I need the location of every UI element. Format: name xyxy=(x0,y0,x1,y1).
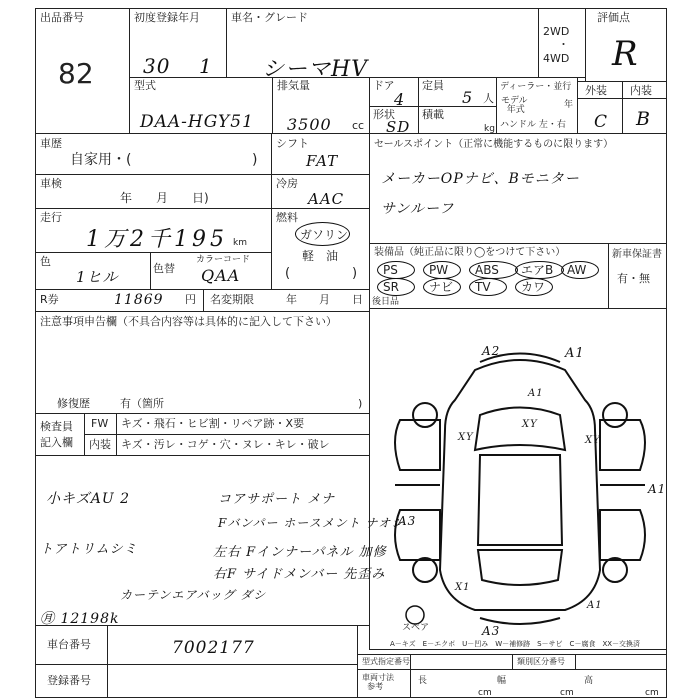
wheel-lf xyxy=(413,403,437,427)
hgt-label: 高 xyxy=(584,676,594,686)
recycle-value: 11869 xyxy=(114,292,164,308)
mark-a1-rear: A1 xyxy=(587,600,603,611)
memo-4: トアトリムシミ xyxy=(40,542,138,557)
fw-label: FW xyxy=(91,417,109,430)
ext-value: C xyxy=(594,112,609,132)
mileage-label: 走行 xyxy=(40,211,62,224)
shaken-value: 年 月 日) xyxy=(120,191,209,205)
model-value: DAA-HGY51 xyxy=(140,112,254,132)
color-label: 色 xyxy=(40,255,51,268)
lot-number: 82 xyxy=(58,57,94,90)
equip-item-2-circle-2 xyxy=(469,278,507,296)
shift-value: FAT xyxy=(306,152,339,170)
car-body-outline xyxy=(440,360,600,610)
color-value: 1ヒル xyxy=(76,268,119,286)
wheel-rf xyxy=(603,403,627,427)
wid-label: 幅 xyxy=(497,676,507,686)
memo-8: ㊊ 12198k xyxy=(40,611,120,627)
roof xyxy=(478,455,562,545)
insp-label-1: 検査員 xyxy=(40,420,73,433)
equip-item-1: PW xyxy=(429,263,449,277)
cc-unit: cc xyxy=(352,119,365,132)
drive-dot: ・ xyxy=(558,38,569,51)
door-label: ドア xyxy=(373,79,395,92)
warranty-value: 有・無 xyxy=(617,272,650,285)
repair-close: ) xyxy=(358,397,363,410)
load-unit: kg xyxy=(484,124,495,134)
mark-a2: A2 xyxy=(482,344,501,358)
memo-5: 左右 Fインナーパネル 加修 xyxy=(213,545,387,560)
fuel-diesel: 軽 油 xyxy=(302,249,339,263)
cc-value: 3500 xyxy=(287,115,332,134)
type-no-label: 型式指定番号 xyxy=(362,657,410,666)
len-unit: cm xyxy=(478,688,492,698)
grade-label: 評価点 xyxy=(597,11,630,24)
memo-1: 小キズAU 2 xyxy=(46,491,130,507)
equip-item-2: ABS xyxy=(475,263,499,277)
notes-label: 注意事項申告欄（不具合内容等は具体的に記入して下さい） xyxy=(40,315,337,328)
mark-x1: X1 xyxy=(455,582,471,593)
ac-value: AAC xyxy=(308,190,345,208)
insp-line-2 xyxy=(35,455,370,456)
windshield xyxy=(475,408,565,451)
cap-unit: 人 xyxy=(483,92,494,105)
reg-year: 30 xyxy=(143,54,171,78)
insp-label-2: 記入欄 xyxy=(40,436,73,449)
warranty-label: 新車保証書 xyxy=(612,249,662,260)
handle-label: ハンドル 左・右 xyxy=(500,120,566,130)
shift-label: シフト xyxy=(276,137,309,150)
color-change-label: 色替 xyxy=(153,262,175,275)
equipment-label: 装備品（純正品に限り◯をつけて下さい） xyxy=(374,247,566,258)
int-value: B xyxy=(636,108,651,130)
dim-ref: 参考 xyxy=(362,682,384,691)
model-year-label: モデル 年式 xyxy=(501,96,528,115)
insp-line-1 xyxy=(84,434,370,435)
equip-item-2-1: ナビ xyxy=(429,280,454,294)
spare-tire xyxy=(406,606,424,624)
cc-label: 排気量 xyxy=(277,79,310,92)
chassis-label: 車台番号 xyxy=(47,638,91,651)
memo-3: Fバンパー ホースメント ナオシ xyxy=(218,516,405,530)
recycle-divider xyxy=(203,289,204,312)
color-code-label: カラーコード xyxy=(196,255,251,265)
wheel-rr xyxy=(603,558,627,582)
in-text: キズ・汚レ・コゲ・穴・ヌレ・キレ・破レ xyxy=(121,438,330,451)
drive-2wd: 2WD xyxy=(543,25,570,38)
memo-6: 右F サイドメンバー 先歪み xyxy=(213,567,386,582)
name-value: シーマHV xyxy=(262,57,369,82)
type-divider-2 xyxy=(512,654,513,670)
shift-line-1 xyxy=(271,174,370,175)
mark-a3-bottom: A3 xyxy=(482,624,501,638)
wid-unit: cm xyxy=(560,688,574,698)
fuel-gasoline: ガソリン xyxy=(300,228,349,242)
equip-item-2-3: カワ xyxy=(521,280,546,294)
cap-value: 5 xyxy=(462,88,474,107)
shift-line-2 xyxy=(271,208,370,209)
mileage-value: 1万2千195 xyxy=(86,227,228,252)
history-close: ) xyxy=(252,152,258,168)
in-label: 内装 xyxy=(89,438,111,451)
lot-label: 出品番号 xyxy=(40,11,84,24)
shape-label: 形状 xyxy=(373,108,395,121)
shaken-label: 車検 xyxy=(40,177,62,190)
mark-xy-r: XY xyxy=(585,435,601,446)
name-label: 車名・グレード xyxy=(231,11,308,24)
mark-a1-top: A1 xyxy=(565,346,585,361)
wheel-lr xyxy=(413,558,437,582)
reg-month: 1 xyxy=(199,54,213,78)
cap-label: 定員 xyxy=(422,79,444,92)
equip-item-4: AW xyxy=(567,263,587,277)
equip-item-circle-4 xyxy=(561,261,599,279)
memo-2: コアサポート メナ xyxy=(218,492,336,507)
recycle-unit: 円 xyxy=(185,293,196,306)
history-value: 自家用・( xyxy=(70,152,132,168)
equip-item-circle-0 xyxy=(377,261,415,279)
type-divider-3 xyxy=(575,654,576,670)
dim-label: 車両寸法 参考 xyxy=(362,673,394,691)
memo-7: カーテンエアバッグ ダシ xyxy=(120,588,267,602)
chassis-value: 7002177 xyxy=(172,638,255,658)
damage-legend: A－キズ E－エクボ U－凹み W－補修跡 S－サビ C－腐食 XX－交換済 xyxy=(390,640,641,648)
rear-window xyxy=(478,550,562,585)
fuel-gasoline-circle xyxy=(295,222,350,246)
sales-line1: メーカーOPナビ、Bモニター xyxy=(381,171,580,187)
ac-label: 冷房 xyxy=(276,177,298,190)
equip-item-2-circle-3 xyxy=(515,278,553,296)
plate-label: 登録番号 xyxy=(47,674,91,687)
spare-label: スペア xyxy=(402,623,430,633)
sales-label: セールスポイント（正常に機能するものに限ります） xyxy=(374,139,614,150)
left-front-door xyxy=(395,420,440,470)
sales-line2: サンルーフ xyxy=(381,201,455,217)
model-year-sub: 年式 xyxy=(501,105,525,115)
fuel-label: 燃料 xyxy=(276,211,298,224)
repair-label: 修復歴 xyxy=(57,397,90,410)
hist-line-1 xyxy=(35,174,272,175)
color-code-value: QAA xyxy=(201,266,241,285)
repair-value: 有（箇所 xyxy=(120,397,164,410)
mark-a1-roof: A1 xyxy=(528,388,544,399)
dim-row xyxy=(357,669,667,698)
reg-label: 初度登録年月 xyxy=(134,11,200,24)
equip-item-0: PS xyxy=(383,263,398,277)
equip-item-circle-1 xyxy=(423,261,461,279)
extint-divider xyxy=(622,81,623,134)
recycle-label: R券 xyxy=(40,293,59,306)
fuel-paren-close: ) xyxy=(352,266,358,281)
color-divider xyxy=(150,252,151,290)
history-label: 車歴 xyxy=(40,137,62,150)
equip-item-2-circle-0 xyxy=(377,278,415,296)
ext-label: 外装 xyxy=(585,84,607,97)
load-label: 積載 xyxy=(422,108,444,121)
hgt-unit: cm xyxy=(645,688,659,698)
drive-4wd: 4WD xyxy=(543,52,570,65)
model-year-unit: 年 xyxy=(564,100,574,110)
equip-item-2-0: SR xyxy=(383,280,399,294)
transfer-date: 年 月 日 xyxy=(286,293,363,306)
model-label: 型式 xyxy=(134,79,156,92)
dealer-label: ディーラー・並行 xyxy=(500,82,572,92)
transfer-label: 名変期限 xyxy=(210,293,254,306)
equip-item-3: エアB xyxy=(521,263,554,277)
fuel-paren-open: ( xyxy=(285,266,291,281)
len-label: 長 xyxy=(418,676,428,686)
door-value: 4 xyxy=(394,90,406,109)
int-label: 内装 xyxy=(630,84,652,97)
extint-hdivider xyxy=(577,98,667,99)
aftermarket-label: 後日品 xyxy=(372,297,400,307)
grade-value: R xyxy=(612,34,639,74)
mark-a1-right: A1 xyxy=(648,482,667,496)
type-no-label2: 類別区分番号 xyxy=(517,657,565,666)
mileage-unit: km xyxy=(233,238,247,248)
equip-item-circle-3 xyxy=(515,261,564,279)
equip-item-2-circle-1 xyxy=(423,278,461,296)
equip-item-circle-2 xyxy=(469,261,518,279)
mark-xy-l: XY xyxy=(458,432,474,443)
mark-a3-left: A3 xyxy=(398,514,417,528)
right-front-door xyxy=(600,420,645,470)
hist-line-2 xyxy=(35,208,272,209)
equip-item-2-2: TV xyxy=(475,280,491,294)
mark-xy-m: XY xyxy=(522,419,538,430)
fw-text: キズ・飛石・ヒビ割・リペア跡・X要 xyxy=(121,417,305,430)
right-rear-door xyxy=(600,510,645,560)
shape-value: SD xyxy=(386,118,411,136)
car-diagram xyxy=(380,330,660,640)
